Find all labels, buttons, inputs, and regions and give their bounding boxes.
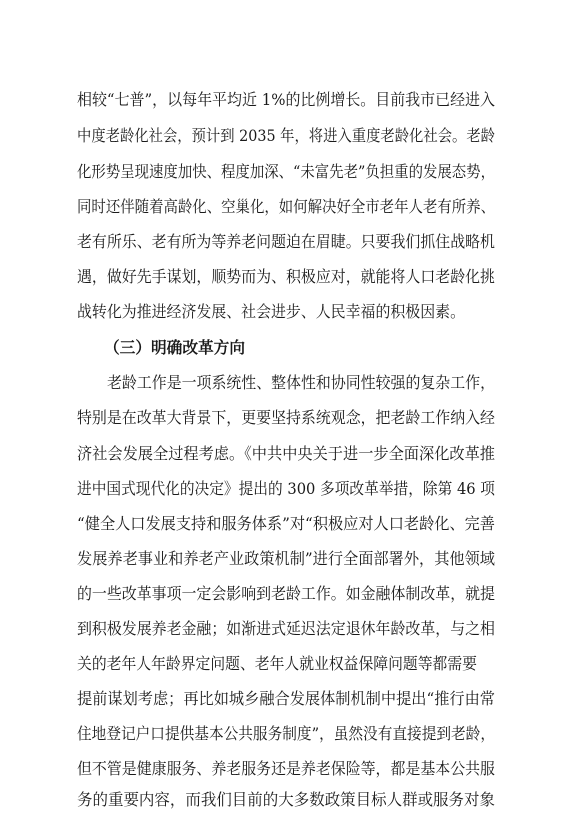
line-text: 老有所乐、老有所为等养老问题迫在眉睫。只要我们抓住战略机 [77,232,495,251]
section-heading [0,335,570,361]
paragraph-line [0,123,570,149]
line-text: 发展养老事业和养老产业政策机制”进行全面部署外，其他领域 [77,549,495,568]
line-text: 关的老年人年龄界定问题、老年人就业权益保障问题等都需要 [77,654,477,673]
paragraph-line [0,299,570,325]
paragraph-line [0,476,570,502]
paragraph-line [0,159,570,185]
line-text: 战转化为推进经济发展、社会进步、人民幸福的积极因素。 [77,302,465,321]
line-text: 中度老龄化社会，预计到 2035 年，将进入重度老龄化社会。老龄 [77,126,495,145]
section-heading-text: （三）明确改革方向 [104,338,245,357]
line-text: 特别是在改革大背景下，更要坚持系统观念，把老龄工作纳入经 [77,408,495,427]
paragraph-line [0,581,570,607]
line-text: 相较“七普”，以每年平均近 1%的比例增长。目前我市已经进入 [77,90,495,109]
paragraph-line [0,264,570,290]
line-text: 化形势呈现速度加快、程度加深、“未富先老”负担重的发展态势， [77,162,495,181]
paragraph-line [0,721,570,747]
paragraph-line [0,405,570,431]
paragraph-line [0,229,570,255]
line-text: 济社会发展全过程考虑。《中共中央关于进一步全面深化改革推 [77,444,495,463]
line-text: 务的重要内容，而我们目前的大多数政策目标人群或服务对象 [77,790,495,809]
paragraph-line [0,787,570,813]
line-text: “健全人口发展支持和服务体系”对“积极应对人口老龄化、完善 [77,514,495,533]
paragraph-line [0,756,570,782]
line-text: 遇，做好先手谋划，顺势而为、积极应对，就能将人口老龄化挑 [77,267,495,286]
paragraph-line [0,370,570,396]
line-text: 进中国式现代化的决定》提出的 300 多项改革举措，除第 46 项 [77,479,495,498]
paragraph-line [0,616,570,642]
line-text: 同时还伴随着高龄化、空巢化，如何解决好全市老年人老有所养、 [77,197,495,216]
line-text: 提前谋划考虑；再比如城乡融合发展体制机制中提出“推行由常 [77,689,495,708]
paragraph-line [0,441,570,467]
paragraph-line [0,686,570,712]
paragraph-line [0,194,570,220]
line-text: 到积极发展养老金融；如渐进式延迟法定退休年龄改革，与之相 [77,619,495,638]
paragraph-line [0,87,570,113]
line-text: 住地登记户口提供基本公共服务制度”，虽然没有直接提到老龄， [77,724,495,743]
line-text: 但不管是健康服务、养老服务还是养老保险等，都是基本公共服 [77,759,495,778]
line-text: 老龄工作是一项系统性、整体性和协同性较强的复杂工作， [107,373,495,392]
paragraph-line [0,546,570,572]
paragraph-line [0,511,570,537]
line-text: 的一些改革事项一定会影响到老龄工作。如金融体制改革，就提 [77,584,495,603]
paragraph-line [0,651,570,677]
